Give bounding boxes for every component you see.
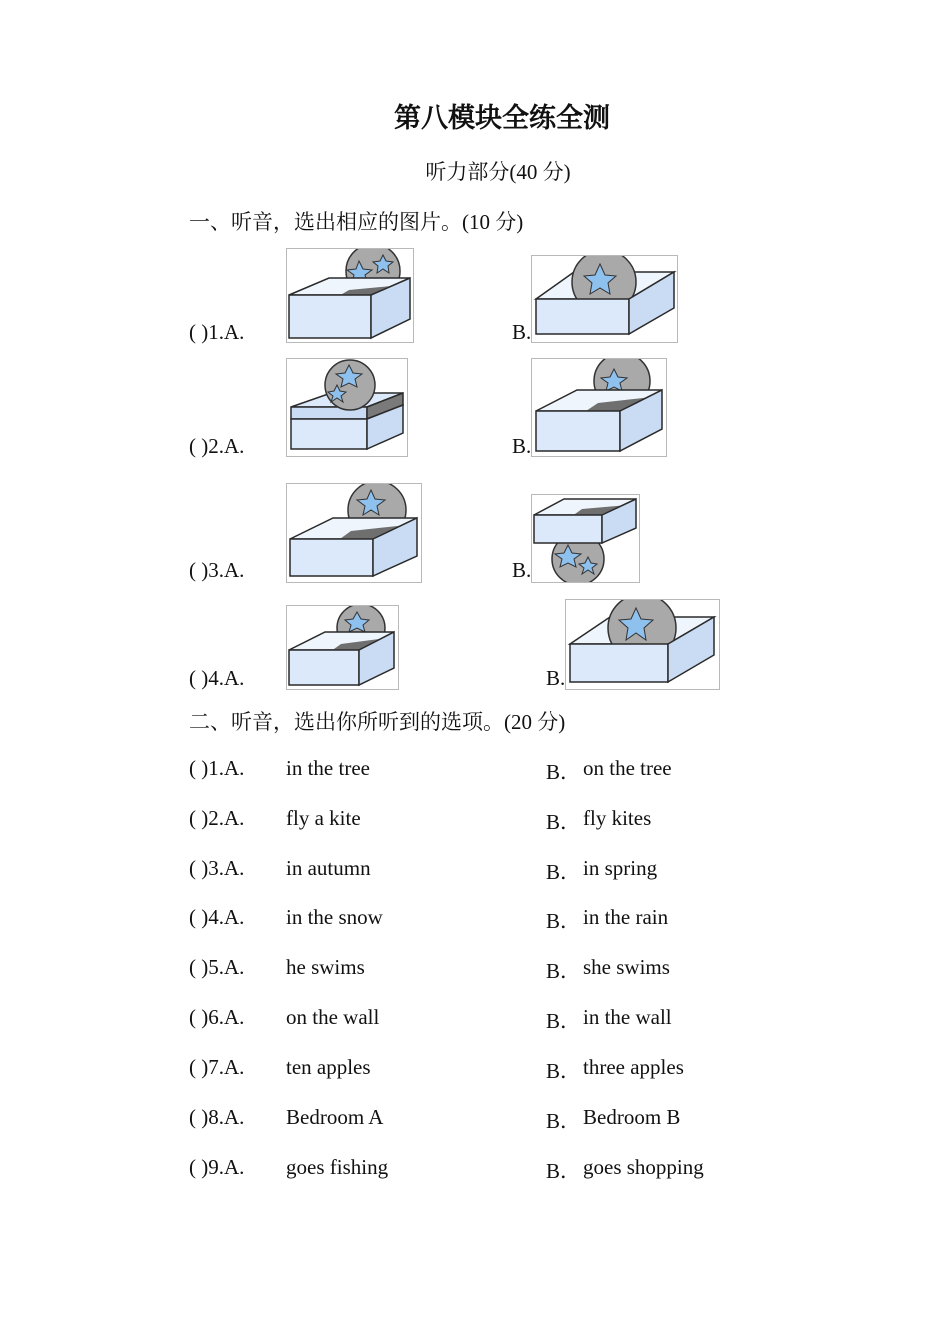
- s2-q3-option-b[interactable]: in spring: [583, 856, 658, 880]
- ball-behind-box-icon[interactable]: [286, 605, 399, 690]
- ball-in-box-icon[interactable]: [565, 599, 720, 690]
- s2-q4-b-label: B．: [546, 909, 582, 933]
- s2-q3-option-a[interactable]: in autumn: [286, 856, 371, 880]
- section-1-heading: 一、听音，选出相应的图片。(10 分): [189, 210, 524, 234]
- s2-q1-option-a[interactable]: in the tree: [286, 756, 370, 780]
- s2-q5-prefix: ( )5.A.: [189, 955, 245, 979]
- s1-q3-prefix: ( )3.A.: [189, 558, 245, 582]
- s1-q1-prefix: ( )1.A.: [189, 320, 245, 344]
- s2-q6-option-a[interactable]: on the wall: [286, 1005, 380, 1029]
- ball-behind-box-icon[interactable]: [531, 358, 667, 457]
- s2-q7-option-b[interactable]: three apples: [583, 1055, 684, 1079]
- s2-q2-b-label: B．: [546, 810, 582, 834]
- s2-q6-b-label: B．: [546, 1009, 582, 1033]
- section-2-heading: 二、听音，选出你所听到的选项。(20 分): [189, 710, 566, 734]
- s1-q3-b-label: B.: [512, 558, 532, 582]
- s2-q7-option-a[interactable]: ten apples: [286, 1055, 371, 1079]
- s2-q8-option-b[interactable]: Bedroom B: [583, 1105, 681, 1129]
- s2-q9-b-label: B．: [546, 1159, 582, 1183]
- s1-q2-b-label: B.: [512, 434, 532, 458]
- s2-q2-option-b[interactable]: fly kites: [583, 806, 652, 830]
- page-title: 第八模块全练全测: [394, 103, 610, 133]
- s2-q3-b-label: B．: [546, 860, 582, 884]
- s1-q4-prefix: ( )4.A.: [189, 666, 245, 690]
- s2-q2-prefix: ( )2.A.: [189, 806, 245, 830]
- s1-q1-b-label: B.: [512, 320, 532, 344]
- s2-q5-option-a[interactable]: he swims: [286, 955, 365, 979]
- s2-q7-prefix: ( )7.A.: [189, 1055, 245, 1079]
- s2-q1-prefix: ( )1.A.: [189, 756, 245, 780]
- s2-q8-option-a[interactable]: Bedroom A: [286, 1105, 384, 1129]
- ball-under-box-icon[interactable]: [531, 494, 640, 583]
- ball-behind-box-icon[interactable]: [286, 483, 422, 583]
- s2-q1-option-b[interactable]: on the tree: [583, 756, 672, 780]
- s2-q8-prefix: ( )8.A.: [189, 1105, 245, 1129]
- s2-q8-b-label: B．: [546, 1109, 582, 1133]
- s2-q9-option-b[interactable]: goes shopping: [583, 1155, 704, 1179]
- ball-on-box-icon[interactable]: [286, 358, 408, 457]
- s2-q6-prefix: ( )6.A.: [189, 1005, 245, 1029]
- s2-q4-option-b[interactable]: in the rain: [583, 905, 669, 929]
- s2-q9-prefix: ( )9.A.: [189, 1155, 245, 1179]
- s1-q4-b-label: B.: [546, 666, 566, 690]
- s2-q3-prefix: ( )3.A.: [189, 856, 245, 880]
- s2-q6-option-b[interactable]: in the wall: [583, 1005, 672, 1029]
- page-subtitle: 听力部分(40 分): [425, 160, 571, 184]
- s2-q9-option-a[interactable]: goes fishing: [286, 1155, 389, 1179]
- s2-q5-option-b[interactable]: she swims: [583, 955, 670, 979]
- ball-behind-box-icon[interactable]: [286, 248, 414, 343]
- s2-q4-option-a[interactable]: in the snow: [286, 905, 383, 929]
- s2-q5-b-label: B．: [546, 959, 582, 983]
- ball-in-box-icon[interactable]: [531, 255, 678, 343]
- s2-q4-prefix: ( )4.A.: [189, 905, 245, 929]
- s2-q1-b-label: B．: [546, 760, 582, 784]
- s2-q7-b-label: B．: [546, 1059, 582, 1083]
- s1-q2-prefix: ( )2.A.: [189, 434, 245, 458]
- s2-q2-option-a[interactable]: fly a kite: [286, 806, 361, 830]
